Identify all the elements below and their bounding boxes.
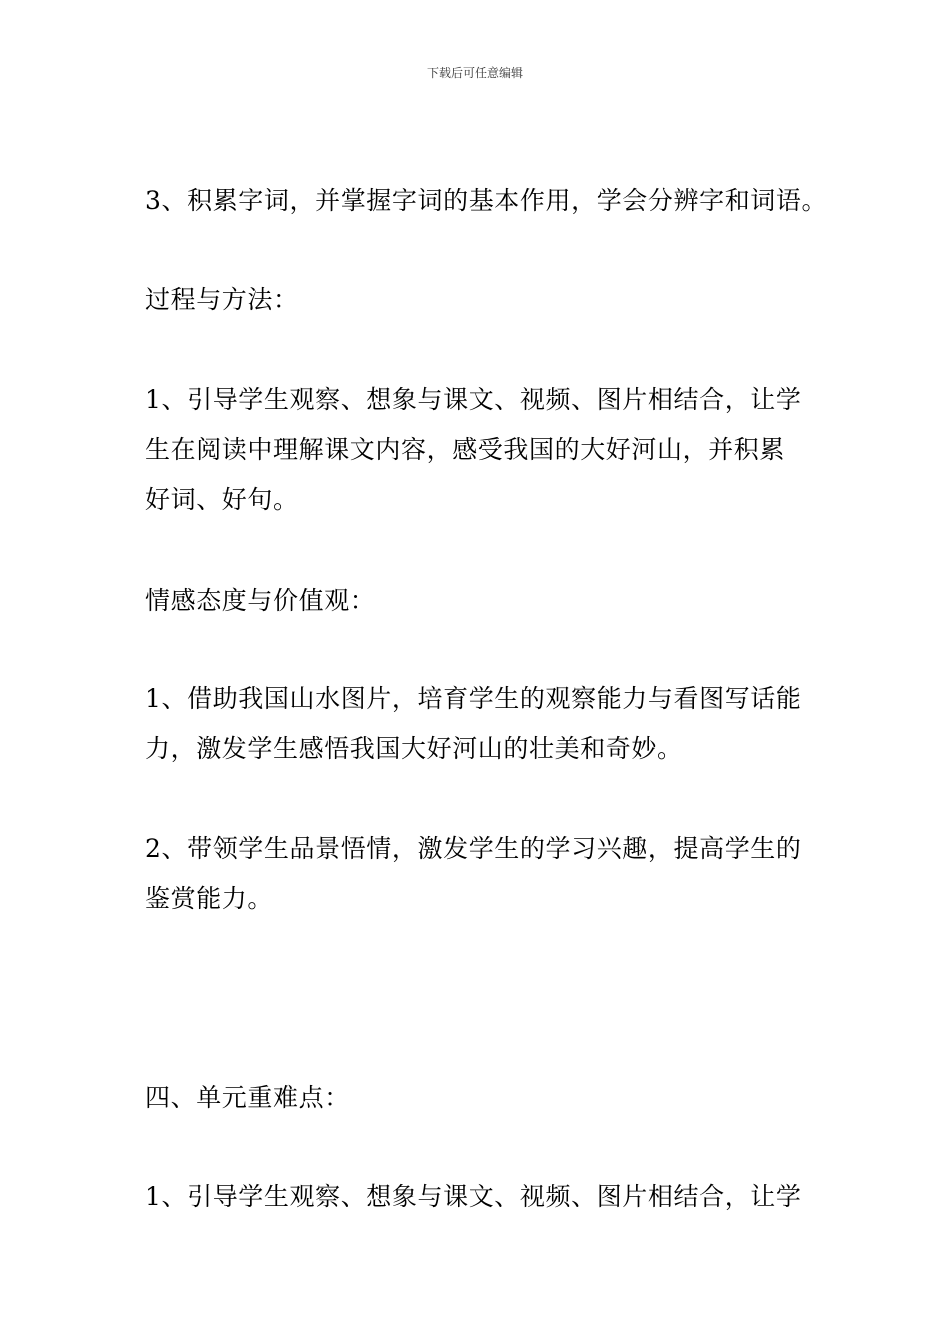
- emotion-line-2b: 鉴赏能力。: [145, 884, 274, 913]
- emotion-line-1b: 力，激发学生感悟我国大好河山的壮美和奇妙。: [145, 734, 683, 763]
- section-heading-emotion-values: 情感态度与价值观：: [145, 586, 376, 615]
- section-heading-process-methods: 过程与方法：: [145, 285, 299, 314]
- process-line-1b: 生在阅读中理解课文内容，感受我国的大好河山，并积累: [145, 435, 786, 464]
- page-header: 下载后可任意编辑: [426, 66, 523, 80]
- emotion-line-1a: 1、借助我国山水图片，培育学生的观察能力与看图写话能: [145, 684, 802, 713]
- difficulty-line-1a: 1、引导学生观察、想象与课文、视频、图片相结合，让学: [145, 1182, 802, 1211]
- emotion-line-2a: 2、带领学生品景悟情，激发学生的学习兴趣，提高学生的: [145, 834, 802, 863]
- process-line-1a: 1、引导学生观察、想象与课文、视频、图片相结合，让学: [145, 385, 802, 414]
- process-line-1c: 好词、好句。: [145, 485, 299, 514]
- objective-line-3: 3、积累字词，并掌握字词的基本作用，学会分辨字和词语。: [145, 186, 828, 215]
- section-heading-key-difficulties: 四、单元重难点：: [145, 1083, 350, 1112]
